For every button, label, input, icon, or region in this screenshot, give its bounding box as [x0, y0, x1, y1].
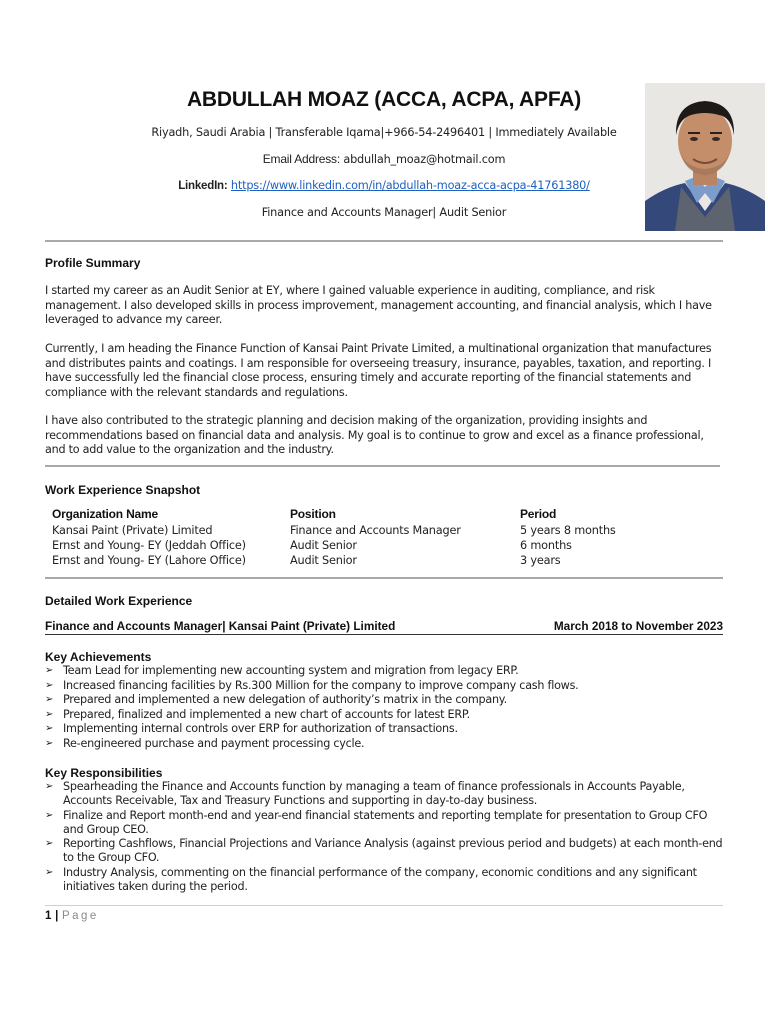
linkedin-label: LinkedIn: — [178, 180, 228, 192]
list-item: ➢ Prepared and implemented a new delegation of authority’s matrix in the company. — [45, 693, 507, 706]
table-header-row — [52, 507, 732, 522]
responsibilities-list — [45, 780, 725, 894]
job-header-underline — [45, 634, 723, 635]
roles-line: Finance and Accounts Manager| Audit Senior — [261, 206, 507, 219]
list-item: ➢ Spearheading the Finance and Accounts function by managing a team of finance professionals in Accounts Payable, Accounts Receivable, Tax and Treasury Functions and supporting in day-to-day business. — [45, 780, 685, 808]
list-item: ➢ Re-engineered purchase and payment processing cycle. — [45, 736, 365, 750]
cell-position: Audit Senior — [290, 554, 357, 567]
list-item: ➢ Team Lead for implementing new accounting system and migration from legacy ERP. — [45, 664, 519, 677]
page-separator: | — [55, 910, 59, 922]
linkedin-link[interactable]: https://www.linkedin.com/in/abdullah-moaz-acca-acpa-41761380/ — [230, 179, 590, 192]
arrow-bullet-icon: ➢ — [45, 694, 54, 705]
email-label: Email Address: — [262, 152, 340, 166]
profile-photo — [645, 83, 765, 231]
arrow-bullet-icon: ➢ — [45, 781, 54, 792]
list-item: ➢ Reporting Cashflows, Financial Projections and Variance Analysis (against previous period and budgets) at each month-end to the Group CFO. — [45, 837, 723, 865]
cell-organization: Ernst and Young- EY (Jeddah Office) — [52, 539, 246, 552]
footer-divider — [45, 905, 723, 906]
section-divider — [45, 577, 723, 579]
cell-organization: Ernst and Young- EY (Lahore Office) — [52, 554, 246, 567]
arrow-bullet-icon: ➢ — [45, 866, 54, 878]
arrow-bullet-icon: ➢ — [45, 665, 54, 676]
section-title-profile-summary: Profile Summary — [45, 256, 141, 270]
list-item: ➢ Implementing internal controls over ERP for authorization of transactions. — [45, 722, 458, 735]
table-row — [52, 538, 732, 553]
achievements-list — [45, 664, 725, 751]
list-item: ➢ Increased financing facilities by Rs.300 Million for the company to improve company cash flows. — [45, 678, 579, 692]
list-item: ➢ Prepared, finalized and implemented a new chart of accounts for latest ERP. — [45, 707, 470, 721]
arrow-bullet-icon: ➢ — [45, 708, 54, 720]
column-header-period: Period — [520, 507, 557, 521]
section-title-detailed-experience: Detailed Work Experience — [45, 594, 193, 608]
job-title: Finance and Accounts Manager| Kansai Paint (Private) Limited — [45, 619, 396, 633]
arrow-bullet-icon: ➢ — [45, 838, 54, 850]
email-address[interactable]: abdullah_moaz@hotmail.com — [343, 153, 506, 166]
section-divider — [45, 465, 720, 467]
person-photo-icon — [645, 83, 765, 231]
page-number: 1 — [45, 910, 52, 922]
column-header-position: Position — [290, 507, 336, 521]
list-item: ➢ Industry Analysis, commenting on the financial performance of the company, economic conditions and any significant initiatives taken during the period. — [45, 865, 697, 894]
subsection-title-responsibilities: Key Responsibilities — [45, 766, 163, 780]
profile-paragraph: I started my career as an Audit Senior at EY, where I gained valuable experience in auditing, compliance, and risk management. I also developed skills in process improvement, management accounting, and financial analysis, which I have leveraged to advance my career. — [45, 284, 712, 326]
cell-period: 6 months — [520, 539, 572, 552]
job-header — [45, 619, 723, 634]
table-row — [52, 523, 732, 538]
contact-line: Riyadh, Saudi Arabia | Transferable Iqama|+966-54-2496401 | Immediately Available — [151, 126, 617, 139]
subsection-title-achievements: Key Achievements — [45, 650, 152, 664]
work-snapshot-table — [52, 507, 732, 571]
cell-period: 3 years — [520, 554, 561, 567]
arrow-bullet-icon: ➢ — [45, 679, 54, 691]
candidate-name: ABDULLAH MOAZ (ACCA, ACPA, APFA) — [186, 88, 582, 111]
cell-organization: Kansai Paint (Private) Limited — [52, 524, 213, 537]
cell-position: Audit Senior — [290, 539, 357, 552]
page-footer — [45, 908, 99, 922]
section-title-work-snapshot: Work Experience Snapshot — [45, 483, 201, 497]
table-row — [52, 553, 732, 568]
profile-paragraph: Currently, I am heading the Finance Function of Kansai Paint Private Limited, a multinational organization that manufactures and distributes paints and coatings. I am responsible for overseeing treasury, insurance, payables, taxation, and reporting. I have successfully led the financial close process, ensuring timely and accurate reporting of the financial statements and compliance with the relevant standards and regulations. — [45, 342, 712, 399]
header-divider — [45, 240, 723, 242]
job-period: March 2018 to November 2023 — [553, 619, 723, 633]
cell-period: 5 years 8 months — [520, 524, 616, 537]
arrow-bullet-icon: ➢ — [45, 809, 54, 821]
page-label: Page — [61, 910, 99, 922]
profile-paragraph: I have also contributed to the strategic planning and decision making of the organization, providing insights and recommendations based on financial data and analysis. My goal is to continue to grow and excel as a finance professional, and to add value to the organization and the industry. — [45, 414, 704, 456]
column-header-organization: Organization Name — [52, 507, 158, 521]
arrow-bullet-icon: ➢ — [45, 737, 54, 749]
arrow-bullet-icon: ➢ — [45, 723, 54, 734]
cell-position: Finance and Accounts Manager — [290, 524, 461, 537]
list-item: ➢ Finalize and Report month-end and year-end financial statements and reporting template for presentation to Group CFO and Group CEO. — [45, 808, 708, 836]
